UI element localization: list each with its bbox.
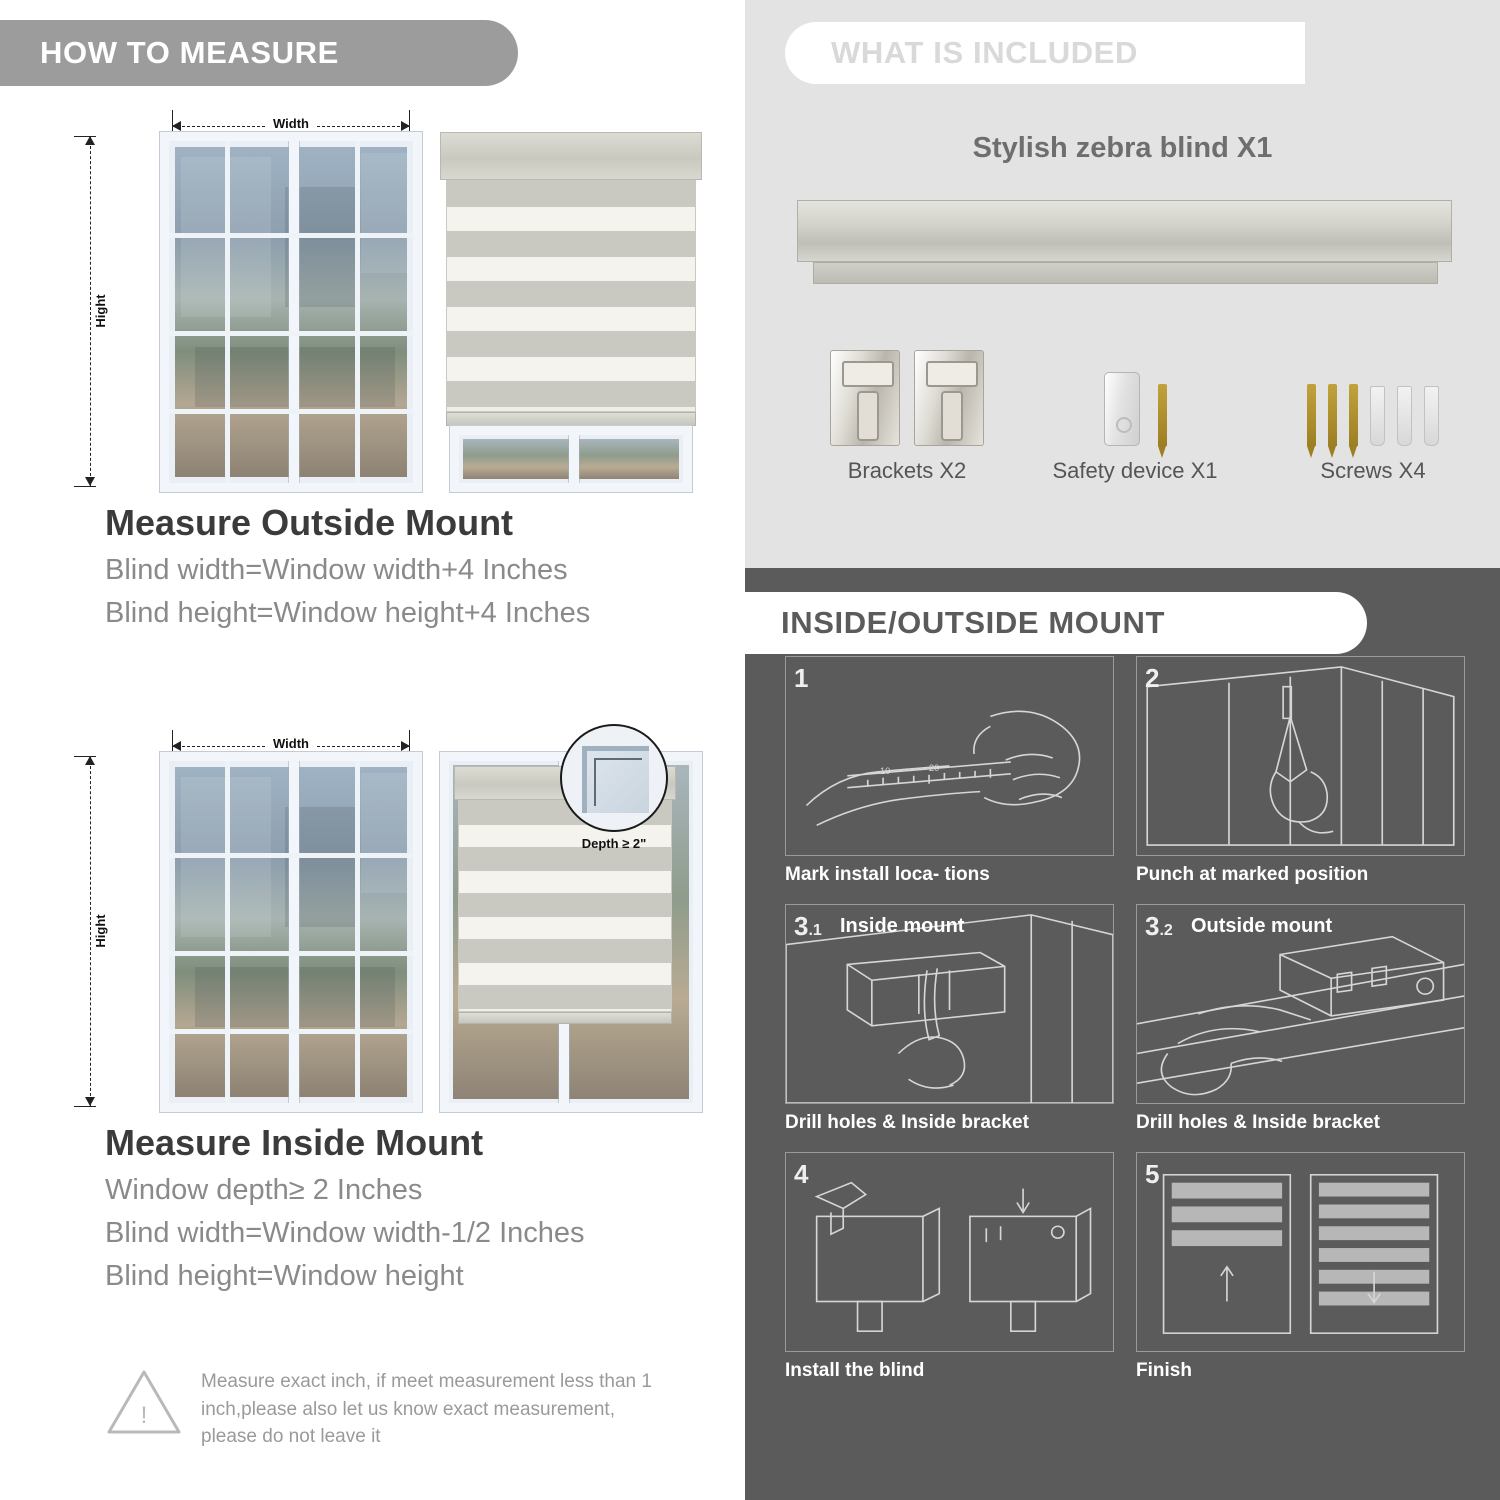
- depth-callout: [560, 724, 668, 851]
- outside-mount-title: Measure Outside Mount: [105, 502, 514, 543]
- arrow-head-bottom-icon: [85, 477, 95, 486]
- step-image-1: [785, 656, 1114, 856]
- measure-note: [105, 1368, 665, 1451]
- what-is-included-header: WHAT IS INCLUDED: [785, 22, 1305, 84]
- step-image-4: [785, 1152, 1114, 1352]
- window-frame-behind-blind: [450, 426, 692, 492]
- tick-right: [409, 110, 410, 132]
- bracket-pair: [797, 350, 1017, 446]
- step-caption-5: Finish: [1136, 1360, 1192, 1381]
- height-dimension-outside: [82, 136, 109, 486]
- arrow-head-bottom-icon: [85, 1097, 95, 1106]
- step-image-2: [1136, 656, 1465, 856]
- svg-text:10: 10: [880, 765, 891, 776]
- height-dimension-line: [90, 136, 91, 486]
- step-num-sub: .1: [808, 922, 822, 939]
- tick-left: [172, 110, 173, 132]
- tick-top: [74, 136, 96, 137]
- bottom-rail: [446, 412, 696, 426]
- arrow-head-left-icon: [172, 741, 181, 751]
- width-label: Width: [265, 736, 317, 751]
- step-number-2: [1145, 663, 1159, 694]
- step-number-3-2: [1145, 911, 1173, 942]
- sketch-drill: [1137, 657, 1464, 855]
- mount-header: INSIDE/OUTSIDE MOUNT: [745, 592, 1367, 654]
- step-inline-label-outside: Outside mount: [1191, 915, 1333, 937]
- step-card-4: [785, 1152, 1114, 1382]
- step-num-text: 5: [1145, 1159, 1160, 1189]
- screw-icon: [1158, 384, 1167, 446]
- window-illustration: [160, 752, 422, 1112]
- zebra-fabric: [446, 180, 696, 412]
- safety-group: [1025, 350, 1245, 446]
- wall-anchor-icon: [1370, 386, 1385, 446]
- bracket-icon: [914, 350, 984, 446]
- warning-triangle-icon: [105, 1368, 183, 1436]
- inside-mount-title: Measure Inside Mount: [105, 1122, 484, 1163]
- step-card-5: [1136, 1152, 1465, 1382]
- inside-mount-diagram: [60, 716, 700, 1116]
- step-num-text: 3: [1145, 911, 1160, 941]
- step-card-3-1: [785, 904, 1114, 1134]
- inside-mount-line-1: Window depth≥ 2 Inches: [105, 1174, 423, 1206]
- step-number-3-1: [794, 911, 822, 942]
- step-caption-4: Install the blind: [785, 1360, 925, 1381]
- tick-right: [409, 730, 410, 752]
- blind-headrail-product-image: [797, 200, 1452, 262]
- what-is-included-panel: [745, 0, 1500, 568]
- step-image-3-1: [785, 904, 1114, 1104]
- sketch-measuring-tape: [786, 657, 1113, 855]
- step-card-1: [785, 656, 1114, 886]
- depth-circle-illustration: [560, 724, 668, 832]
- step-num-text: 1: [794, 663, 809, 693]
- screw-icon: [1328, 384, 1337, 446]
- part-safety-device: [1025, 350, 1245, 484]
- part-label-screws: Screws X4: [1320, 458, 1426, 483]
- step-caption-2: Punch at marked position: [1136, 864, 1369, 885]
- bracket-icon: [830, 350, 900, 446]
- step-num-sub: .2: [1159, 922, 1173, 939]
- part-screws: [1253, 350, 1493, 484]
- product-title: Stylish zebra blind X1: [972, 132, 1273, 164]
- step-num-text: 2: [1145, 663, 1160, 693]
- step-card-2: [1136, 656, 1465, 886]
- how-to-measure-header: HOW TO MEASURE: [0, 20, 518, 86]
- sketch-install-blind: [786, 1153, 1113, 1351]
- step-num-text: 4: [794, 1159, 809, 1189]
- width-label: Width: [265, 116, 317, 131]
- installation-steps: [785, 656, 1465, 1382]
- step-image-5: [1136, 1152, 1465, 1352]
- part-brackets: [797, 350, 1017, 484]
- step-card-3-2: [1136, 904, 1465, 1134]
- step-image-3-2: [1136, 904, 1465, 1104]
- sketch-finished-blinds: [1137, 1153, 1464, 1351]
- window-illustration: [160, 132, 422, 492]
- step-number-4: [794, 1159, 808, 1190]
- inside-mount-line-2: Blind width=Window width-1/2 Inches: [105, 1217, 585, 1249]
- screw-icon: [1349, 384, 1358, 446]
- tick-bottom: [74, 1106, 96, 1107]
- bottom-rail: [458, 1012, 672, 1024]
- height-label: Hight: [93, 908, 108, 953]
- right-column: [745, 0, 1500, 1500]
- height-label: Hight: [93, 288, 108, 333]
- step-num-text: 3: [794, 911, 809, 941]
- step-number-5: [1145, 1159, 1159, 1190]
- height-dimension-inside: [82, 756, 109, 1106]
- arrow-head-top-icon: [85, 136, 95, 145]
- parts-row: [745, 350, 1500, 530]
- outside-mount-block: [0, 96, 745, 630]
- outside-mount-diagram: [60, 96, 700, 496]
- step-caption-1: Mark install loca- tions: [785, 864, 990, 885]
- screw-icon: [1307, 384, 1316, 446]
- inside-mount-line-3: Blind height=Window height: [105, 1260, 464, 1292]
- step-caption-3-1: Drill holes & Inside bracket: [785, 1112, 1029, 1133]
- arrow-head-top-icon: [85, 756, 95, 765]
- how-to-measure-column: [0, 0, 745, 1500]
- arrow-head-left-icon: [172, 121, 181, 131]
- part-label-brackets: Brackets X2: [847, 458, 967, 483]
- safety-device-icon: [1104, 372, 1140, 446]
- tick-top: [74, 756, 96, 757]
- step-inline-label-inside: Inside mount: [840, 915, 965, 937]
- headrail: [440, 132, 702, 180]
- wall-anchor-icon: [1397, 386, 1412, 446]
- measure-note-text: Measure exact inch, if meet measurement less than 1 inch,please also let us know exact measurement, please do not leave it: [201, 1371, 652, 1448]
- step-caption-3-2: Drill holes & Inside bracket: [1136, 1112, 1380, 1133]
- blind-on-window-outside: [440, 132, 702, 492]
- depth-label: Depth ≥ 2": [581, 836, 647, 851]
- inside-outside-mount-panel: [745, 568, 1500, 1500]
- wall-anchor-icon: [1424, 386, 1439, 446]
- screws-group: [1253, 350, 1493, 446]
- height-dimension-line: [90, 756, 91, 1106]
- blind-headrail-base: [813, 262, 1438, 284]
- tick-bottom: [74, 486, 96, 487]
- tick-left: [172, 730, 173, 752]
- inside-mount-block: [0, 716, 745, 1293]
- outside-mount-line-2: Blind height=Window height+4 Inches: [105, 597, 591, 629]
- step-number-1: [794, 663, 808, 694]
- outside-mount-line-1: Blind width=Window width+4 Inches: [105, 554, 568, 586]
- svg-text:!: !: [140, 1402, 148, 1429]
- svg-text:20: 20: [929, 762, 940, 773]
- part-label-safety: Safety device X1: [1052, 458, 1218, 483]
